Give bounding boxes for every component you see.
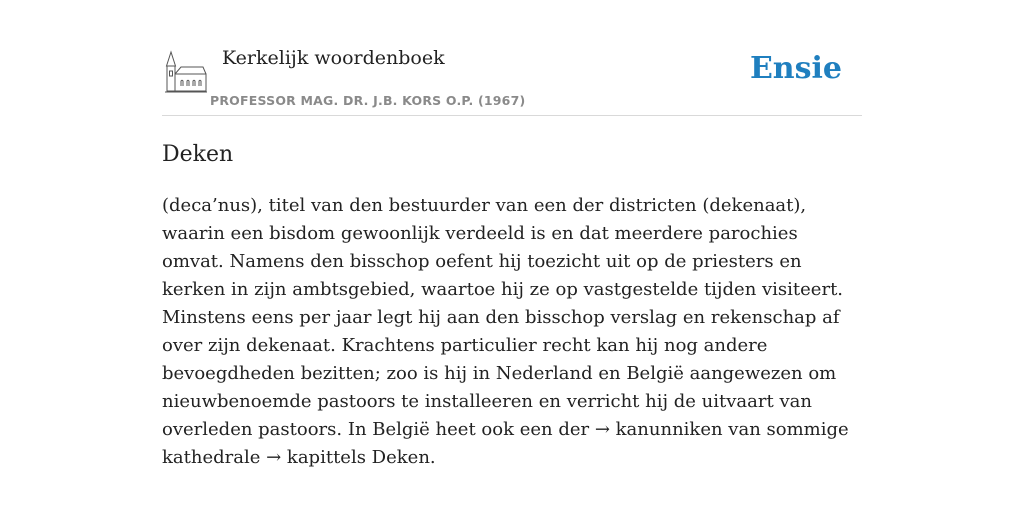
entry-title: Deken xyxy=(162,142,234,167)
book-author: PROFESSOR MAG. DR. J.B. KORS O.P. (1967) xyxy=(210,93,526,108)
page xyxy=(162,0,862,512)
xref-link-kanunniken[interactable]: → kanunniken xyxy=(594,419,723,440)
entry-body-text: van sommige kathedrale xyxy=(162,419,849,468)
ensie-logo-link[interactable]: Ensie xyxy=(749,51,842,86)
entry-body-text: (deca’nus), titel van den bestuurder van een der districten (dekenaat), waarin een bisdom gewoonlijk verdeeld is en dat meerdere parochies omvat. Namens den bisschop oefent hij toezicht uit op de priesters en kerken in zijn ambtsgebied, waartoe hij ze op vastgestelde tijden visiteert. Minstens eens per jaar legt hij aan den bisschop verslag en rekenschap af over zijn dekenaat. Krachtens particulier recht kan hij nog andere bevoegdheden bezitten; zoo is hij in Nederland en België aangewezen om nieuwbenoemde pastoors te installeeren en verricht hij de uitvaart van overleden pastoors. In België heet ook een der xyxy=(162,195,844,440)
xref-link-kapittels[interactable]: → kapittels xyxy=(266,447,366,468)
header xyxy=(162,0,862,116)
entry-body xyxy=(162,192,862,472)
book-title[interactable]: Kerkelijk woordenboek xyxy=(222,47,445,69)
church-icon[interactable] xyxy=(165,50,207,94)
entry-body-text: Deken. xyxy=(365,447,436,468)
